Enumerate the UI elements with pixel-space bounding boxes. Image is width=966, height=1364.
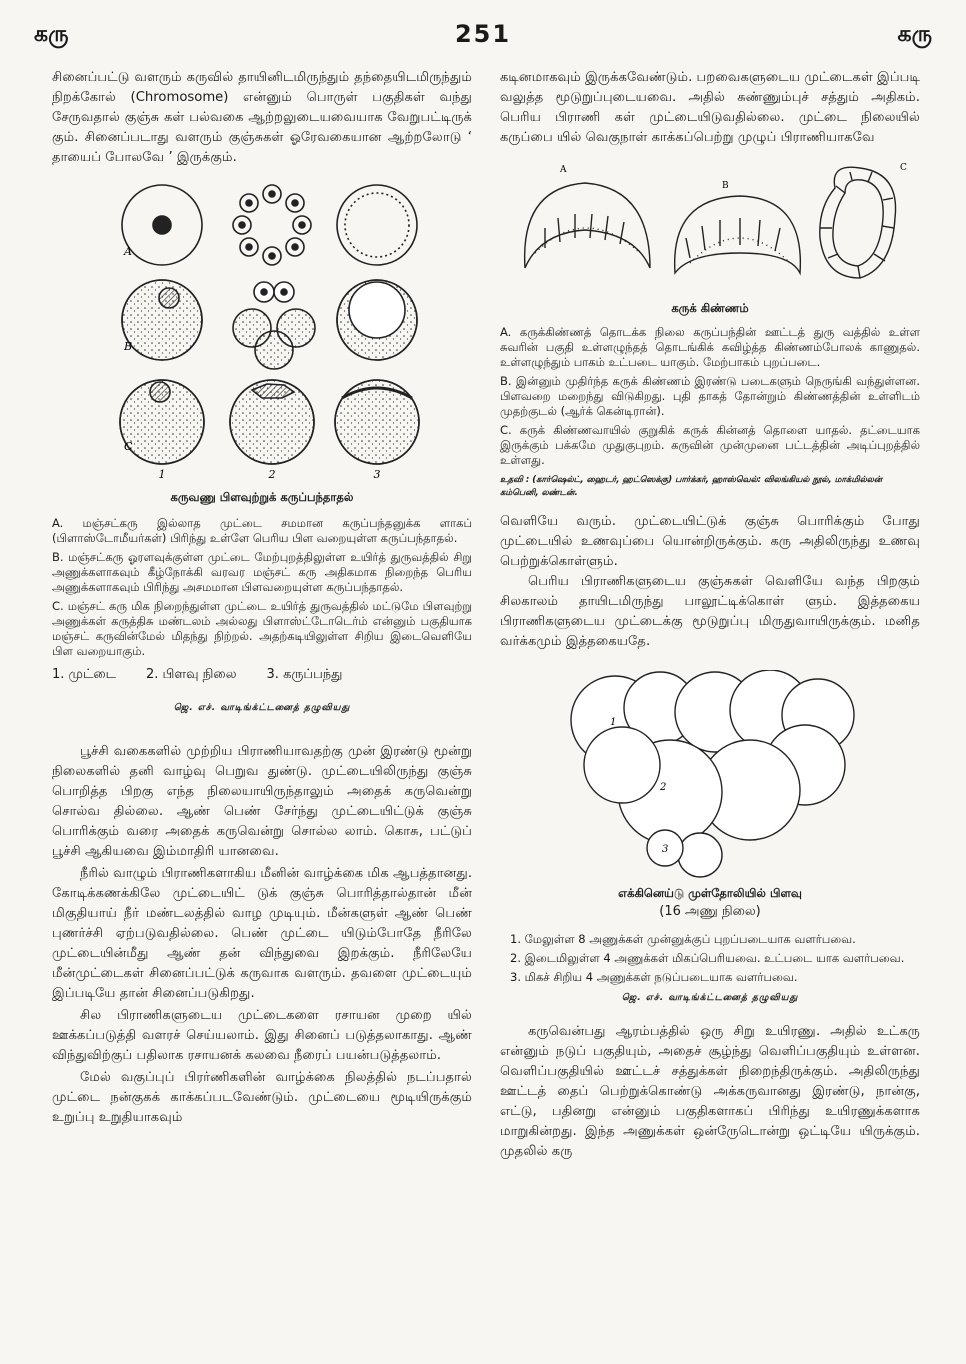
right-intro-paragraph: கடினமாகவும் இருக்கவேண்டும். பறவைகளுடைய முட்டைகள் இப்படி வலுத்த மூடுறுப்புடையவை. அதில் சுண்ணும்புச் சத்தும் அதிகம். பெரிய பிராணி கள் முட்டையிடுவதில்லை. முட்டை நிலையில் கருப்பை யில் வெகுநாள் காக்கப்பெற்று முழுப் பிராணியாகவே [500, 70, 920, 145]
stage-1: 1. முட்டை [52, 667, 116, 682]
col-label-3: 3 [373, 468, 381, 480]
figure1-stage-list [52, 667, 472, 683]
right-paragraph-1: வெளியே வரும். முட்டையிட்டுக் குஞ்சு பொரிக்கும் போது முட்டையில் உணவுப்பை யொன்றிருக்கும். கரு அதிலிருந்து உணவு பெற்றுக்கொள்ளும். [500, 514, 920, 569]
right-paragraph-2: பெரிய பிராணிகளுடைய குஞ்சுகள் வெளியே வந்த பிறகும் சிலகாலம் தாயிடமிருந்து பாலூட்டிக்கொள் ளும். இத்தகைய பிராணிகளுடைய முட்டைக்கு மூடுறுப்பு மிருதுவாயிருக்கும். மனித வர்க்கமும் இத்தகையதே. [500, 574, 920, 649]
row-c [120, 380, 419, 464]
cells-a2 [233, 185, 311, 265]
nucleus-b1 [159, 288, 179, 308]
sixteen-cell-figure [500, 670, 920, 880]
header-left-title: கரு [34, 22, 69, 47]
cell-label-1: 1 [610, 717, 617, 728]
left-paragraph-1: பூச்சி வகைகளில் முற்றிய பிராணியாவதற்கு முன் இரண்டு மூன்று நிலைகளில் தனி வாழ்வு பெறுவ துண்டு. முட்டையிலிருந்து குஞ்சு பொறித்த பிறகு எந்த நிலையாயிருந்தாலும் அதைக் கருவென்று சொல்வ தில்லை. ஆண் பெண் சேர்ந்து முட்டையிட்டுக் குஞ்சு பொரிக்கும் வரை அதைக் கருவென்று சொல்ல லாம். கொசு, பட்டுப் பூச்சி ஆகியவை இம்மாதிரி யானவை. [52, 744, 472, 859]
nucleus-c1 [150, 382, 170, 402]
col-label-2: 2 [268, 468, 276, 480]
figure1-credit: ஜெ. எச். வாடிங்க்ட்டனைத் தழுவியது [173, 703, 351, 713]
figure2-note-b: B. இன்னும் முதிர்ந்த கருக் கிண்ணம் இரண்டு படைகளும் நெருங்கி வந்துள்ளன. பிளவறை மறைந்து விடுகிறது. புதி தாகத் தோன்றும் கிண்ணத்தின் உள்ளிடம் முதற்குடல் (ஆர்க் கென்டிரான்). [500, 374, 920, 418]
nucleus-a1 [153, 216, 171, 234]
cell-label-2: 2 [660, 782, 667, 793]
cleavage-figure [52, 180, 472, 480]
figure3-caption: எக்கினெய்டு முள்தோலியில் பிளவு [618, 886, 802, 900]
left-paragraph-2: நீரில் வாழும் பிராணிகளாகிய மீனின் வாழ்க்கை மிக ஆபத்தானது. கோடிக்கணக்கிலே முட்டையிட் டுக் குஞ்சு பொரித்தால்தான் மீன் மிகுதியாய் நீர் மண்டலத்தில் வாழ முடியும். மீன்களுள் ஆண் பெண் புணர்ச்சி ஏற்படுவதில்லை. பெண் முட்டை யிடும்போதே நீரிலே முட்டையின்மீது ஆண் தன் விந்துவை இறக்கும். நீரிலேயே மீன்முட்டைகள் சினைப்பட்டுக் கருவாக வளரும். தவளை முட்டையும் இப்படியே தான் சினைப்படுகிறது. [52, 866, 473, 1001]
cells-b2 [233, 282, 315, 369]
cell-label-3: 3 [662, 844, 669, 855]
right-paragraph-3: கருவென்பது ஆரம்பத்தில் ஒரு சிறு உயிரணு. அதில் உட்கரு என்னும் நடுப் பகுதியும், அதைச் சூழ்ந்து வெளிப்பகுதியும் உள்ளன. வெளிப்பகுதியில் ஊட்டச் சத்துக்கள் நிறைந்திருக்கும். அதிலிருந்து ஊட்டத் தைப் பெற்றுக்கொண்டு அக்கருவானது இரண்டு, நான்கு, எட்டு, பதினறு என்னும் பகுதிகளாகப் பிரிந்து உயிரணுக்களாக மாறுகின்றது. இந்த அணுக்கள் ஒன்ருேடொன்று ஒட்டியே யிருக்கும். முதலில் கரு [500, 1024, 920, 1159]
gastrula-b [675, 196, 801, 273]
figure1-caption: கருவணு பிளவுற்றுக் கருப்பந்தாதல் [170, 490, 354, 504]
row-label-c: C [124, 440, 133, 453]
figure1-note-c: C. மஞ்சட் கரு மிக நிறைந்துள்ள முட்டை உயிர்த் துருவத்தில் மட்டுமே பிளவுற்று அணுக்கள் கருத்திசு மண்டலம் அல்லது பிளாஸ்ட்டோடெர்ம் என்னும் பகுதியாக மஞ்சட் கருவின்மேல் மிதந்து நிற்றல். அதற்கடியிலுள்ள சிறிய இடைவெளியே பிள வறையாகும். [52, 599, 472, 658]
blastula-a3 [337, 185, 417, 265]
figure2-note-c: C. கருக் கிண்ணவாயில் குறுகிக் கருக் கின்னத் தொளை யாதல். தட்டையாக இருக்கும் பக்கமே முதுகுபுறம். கருவின் முன்முனை பட்டத்தின் அடிப்புறத்தில் உள்ளது. [500, 423, 920, 467]
left-column [52, 68, 472, 1128]
gastrula-a [525, 183, 650, 268]
gastrula-label-c: C [900, 163, 907, 173]
stage-2: 2. பிளவு நிலை [145, 667, 237, 682]
left-intro-paragraph: சினைப்பட்டு வளரும் கருவில் தாயினிடமிருந்தும் தந்தையிடமிருந்தும் நிறக்கோல் (Chromosome) என்னும் பொருள் பகுதிகள் வந்து சேருவதால் குஞ்சு கள் பல்வகை ஆற்றலுடையவையாக வேறுபட்டிருக் கும். சினைப்படாது வளரும் குஞ்சுகள் ஓரேவகையான ஆற்றலோடு ‘ தாயைப் போலவே ’ இருக்கும். [52, 70, 472, 165]
left-paragraph-3: சில பிராணிகளுடைய முட்டைகளை ரசாயன முறை யில் ஊக்கப்படுத்தி வளரச் செய்யலாம். இது சினைப் படுத்தலாகாது. ஆண் விந்துவிற்குப் பதிலாக ரசாயனக் கலவை நீரைப் பயன்படுத்தலாம். [52, 1008, 472, 1063]
row-b [122, 280, 417, 369]
figure1-note-b: B. மஞ்சட்கரு ஓரளவுக்குள்ள முட்டை மேற்புறத்திலுள்ள உயிர்த் துருவத்தில் சிறு அணுக்களாகவும் கீழ்நோக்கி வரவர மஞ்சட் கரு அதிகமாக நிறைந்த பெரிய அணுக்களாகவும் பிரிந்து அசமமான பிளவறையுள்ள கருப்பந்தாதல். [52, 550, 472, 594]
left-paragraph-4: மேல் வகுப்புப் பிரர்ணிகளின் வாழ்க்கை நிலத்தில் நடப்பதால் முட்டை நன்குகக் காக்கப்படவேண்டும். முட்டையை மூடியிருக்கும் உறுப்பு உறுதியாகவும் [52, 1070, 472, 1125]
figure3-note-2: 2. இடைமிலுள்ள 4 அணுக்கள் மிகப்பெரியவை. உட்படை யாக வளர்பவை. [510, 951, 905, 965]
row-label-a: A [124, 245, 132, 258]
gastrula-figure [500, 158, 920, 293]
row-a [122, 185, 417, 265]
gastrula-c [820, 167, 896, 278]
figure3-note-1: 1. மேலுள்ள 8 அணுக்கள் முன்னுக்குப் புறப்படையாக வளர்பவை. [510, 932, 856, 946]
figure3-subcaption: (16 அணு நிலை) [659, 904, 761, 919]
figure1-note-a: A. மஞ்சட்கரு இல்லாத முட்டை சமமான கருப்பந்தனுக்க ளாகப் (பிளாஸ்டோமீயர்கள்) பிரிந்து உள்ளே பெரிய பிள வறையுள்ள கருப்பந்தாதல். [52, 516, 472, 545]
figure2-note-a: A. கருக்கிண்ணத் தொடக்க நிலை கருப்பந்தின் ஊட்டத் துரு வத்தில் உள்ள சுவரின் பகுதி உள்ளழுந்தத் தொடங்கிக் கவிழ்த்த கிண்ணம்போலக் காணுதல். உள்ளழுந்தும் பாகம் உட்படை யாகும். மேற்பாகம் புறப்படை. [500, 325, 920, 369]
page-number: 251 [454, 20, 512, 48]
stage-3: 3. கருப்பந்து [266, 667, 343, 682]
figure3-note-3: 3. மிகச் சிறிய 4 அணுக்கள் நடுப்படையாக வளர்பவை. [510, 970, 798, 984]
gastrula-label-b: B [722, 181, 729, 191]
col-label-1: 1 [158, 468, 166, 480]
right-column [500, 68, 920, 1162]
figure2-credit: உதவி : (கார்ஷெல்ட், ஹைடர், ஹட்ஸெக்கு) பார்க்கர், ஹாஸ்வெல்: விலங்கியல் நூல், மாக்மில்லன் கம்பெனி, லண்டன். [500, 475, 883, 498]
figure2-caption: கருக் கிண்ணம் [671, 301, 749, 315]
figure3-credit: ஜெ. எச். வாடிங்க்ட்டனைத் தழுவியது [621, 993, 799, 1003]
header-right-title: கரு [897, 22, 932, 47]
gastrula-label-a: A [560, 165, 567, 175]
row-label-b: B [124, 340, 133, 353]
